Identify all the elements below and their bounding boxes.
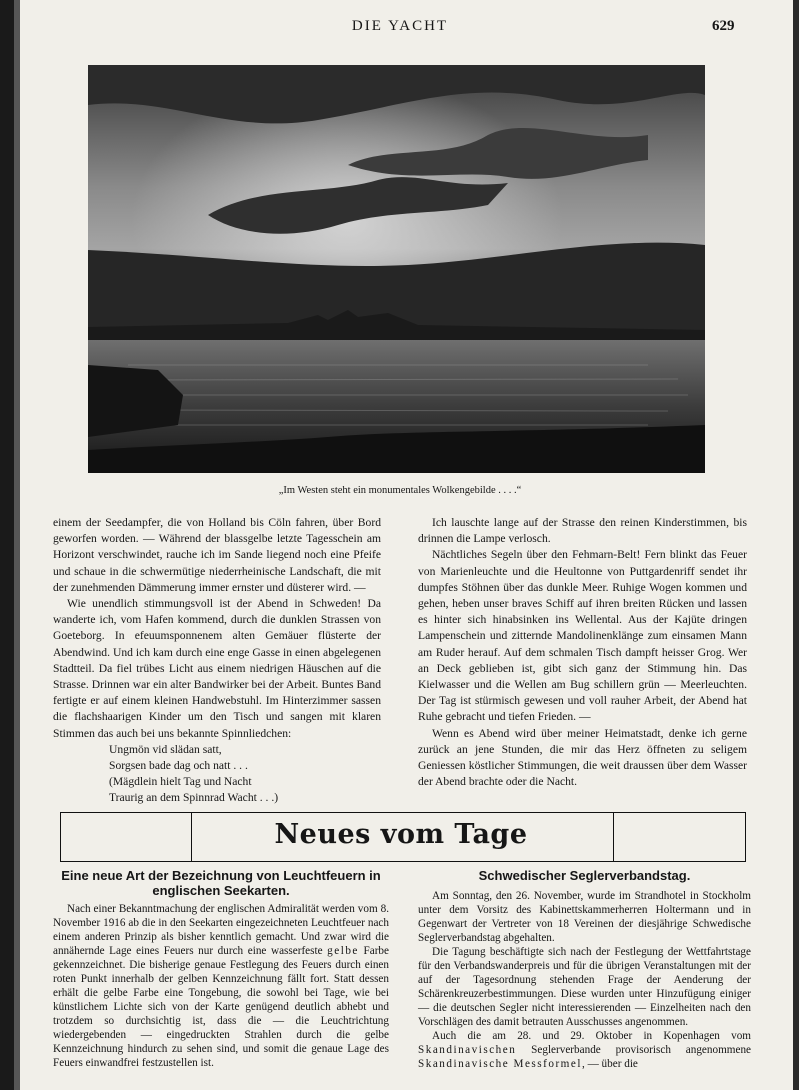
paragraph: einem der Seedampfer, die von Holland bis Cöln fahren, über Bord geworfen worden. — Während der blassgelbe letzte Tagesschein am Horizont verschwindet, rauche ich im Sande liegend noch eine Pfeife und schaue in die schwermütige niederrheinische Landschaft, die mit der zunehmenden Dämmerung immer ernster und düsterer wird. —: [53, 516, 381, 594]
section-title: Neues vom Tage: [274, 819, 528, 850]
verse-line: Sorgsen bade dag och natt . . .: [109, 759, 248, 773]
paragraph: [53, 902, 389, 1070]
paragraph: [418, 1029, 751, 1071]
paragraph: Nächtliches Segeln über den Fehmarn-Belt! Fern blinkt das Feuer von Marienleuchte und die Heultonne von Puttgardenriff sendet ihr dumpfes Stöhnen über das dunkle Meer. Ruhige Wogen kommen und gehen, heben unser braves Schiff auf ihren breiten Rücken und lassen es hinter sich hinabsinken ins Wellental. Aus der Kajüte dringen Lampenschein und zitternde Mandolinenklänge zum einsamen Mann am Ruder herauf. Auf dem schmalen Tisch dampft heisser Grog. Wer an Deck geblieben ist, gibt sich ganz der Stimmung hin. Das Kielwasser und die Wellen am Bug schillern grün — Meerleuchten. Der Tag ist stürmisch gewesen und voll rauher Arbeit, der Abend hat Ruhe gebracht und tiefen Frieden. —: [418, 548, 747, 724]
paragraph: Am Sonntag, den 26. November, wurde im Strandhotel in Stockholm unter dem Vorsitz des Kabinettskammerherren Holtermann und in Gegenwart der Vertreter von 18 Vereinen der diesjährige Schwedische Seglerverbandstag abgehalten.: [418, 890, 751, 944]
page-number: 629: [712, 18, 735, 34]
text-run: , — über die: [581, 1058, 638, 1070]
page-edge-left: [0, 0, 14, 1090]
article-sailing-association: [418, 868, 751, 1071]
article-lighthouse: [53, 868, 389, 1070]
article-heading: Schwedischer Seglerverbandstag.: [478, 868, 691, 883]
running-header: DIE YACHT: [351, 18, 449, 34]
text-run: Nach einer Bekanntmachung der englischen Admiralität werden vom 8. November 1916 ab die in den Seekarten eingezeichneten Leuchtfeuer nach einem anderen Prinzip als bisher kenntlich gemacht. Und zwar wird die annähernde Lage eines Feuers nur durch eine wasserfeste: [53, 903, 389, 957]
text-run: Auch die am 28. und 29. Oktober in Kopenhagen vom: [432, 1030, 751, 1042]
verse-line: (Mägdlein hielt Tag und Nacht: [109, 775, 252, 789]
banner-divider: [613, 813, 614, 861]
page-edge-right: [793, 0, 799, 1090]
paragraph: Ich lauschte lange auf der Strasse den reinen Kinderstimmen, bis drinnen die Lampe verlosch.: [418, 516, 747, 546]
page-edge-shadow: [14, 0, 20, 1090]
paragraph: Wie unendlich stimmungsvoll ist der Abend in Schweden! Da wanderte ich, vom Hafen kommend, durch die dunklen Strassen von Goeteborg. In efeuumsponnenem alten Gemäuer flüsterte der Abendwind. Und ich kam durch eine enge Gasse in einen abgelegenen Stadtteil. Da fiel trübes Licht aus einem niedrigen Häuschen auf die Strasse. Drinnen war ein alter Bandwirker bei der Arbeit. Buntes Band fertigte er auf einem kleinen Handwebstuhl. Im Hinterzimmer sassen die flachshaarigen Kinder um den Tisch und sangen mit klaren Stimmen das auch bei uns bekannte Spinnliedchen:: [53, 597, 381, 740]
spaced-text: gelbe: [327, 945, 359, 957]
sunset-photo: [88, 65, 705, 473]
essay-right-column: [418, 515, 747, 790]
text-run: Seglerverbande provisorisch angenommene: [531, 1044, 752, 1056]
verse: [109, 742, 381, 807]
text-run: Farbe gekennzeichnet. Die bisherige genaue Festlegung des Feuers durch einen roten Punkt innerhalb der gelben Kennzeichnung fällt fort. Statt dessen erhält die gelbe Farbe eine Tongebung, die sowohl bei Tage, wie bei künstlichem Lichte sich von der Karte genügend deutlich abhebt und trotzdem so durchsichtig ist, dass die — die Leuchtrichtung wiedergebenden — eingedruckten Strahlen durch die gelbe Kennzeichnung hindurch zu sehen sind, und somit die genaue Lage des Feuers einwandfrei festzustellen ist.: [53, 945, 389, 1069]
spaced-text: Skandinavischen: [418, 1044, 517, 1056]
photo-caption: „Im Westen steht ein monumentales Wolkengebilde . . . .“: [278, 485, 522, 496]
paragraph: Die Tagung beschäftigte sich nach der Festlegung der Wettfahrtstage für den Verbandswanderpreis und für die übrigen Veranstaltungen mit der auf der Tagesordnung stehenden Frage der Aenderung der Schärenkreuzerbestimmungen. Diese wurden unter Hinzufügung einiger — die deutschen Segler nicht interessierenden — Einzelheiten nach den Vorschlägen des damit betrauten Ausschusses angenommen.: [418, 946, 751, 1028]
section-banner: [60, 812, 746, 862]
spaced-text: Skandinavische Messformel: [418, 1058, 582, 1070]
verse-line: Ungmön vid slädan satt,: [109, 742, 222, 756]
verse-line: Traurig an dem Spinnrad Wacht . . .): [109, 791, 279, 805]
article-heading: Eine neue Art der Bezeichnung von Leuchtfeuern in englischen Seekarten.: [61, 868, 381, 898]
essay-left-column: [53, 515, 381, 807]
paragraph: Wenn es Abend wird über meiner Heimatstadt, denke ich gerne zurück an jene Stunden, die mir das Herz öffneten zu seligem Geniessen köstlicher Stimmungen, die weit draussen über dem Wasser der Abend brachte oder die Nacht.: [418, 726, 747, 789]
